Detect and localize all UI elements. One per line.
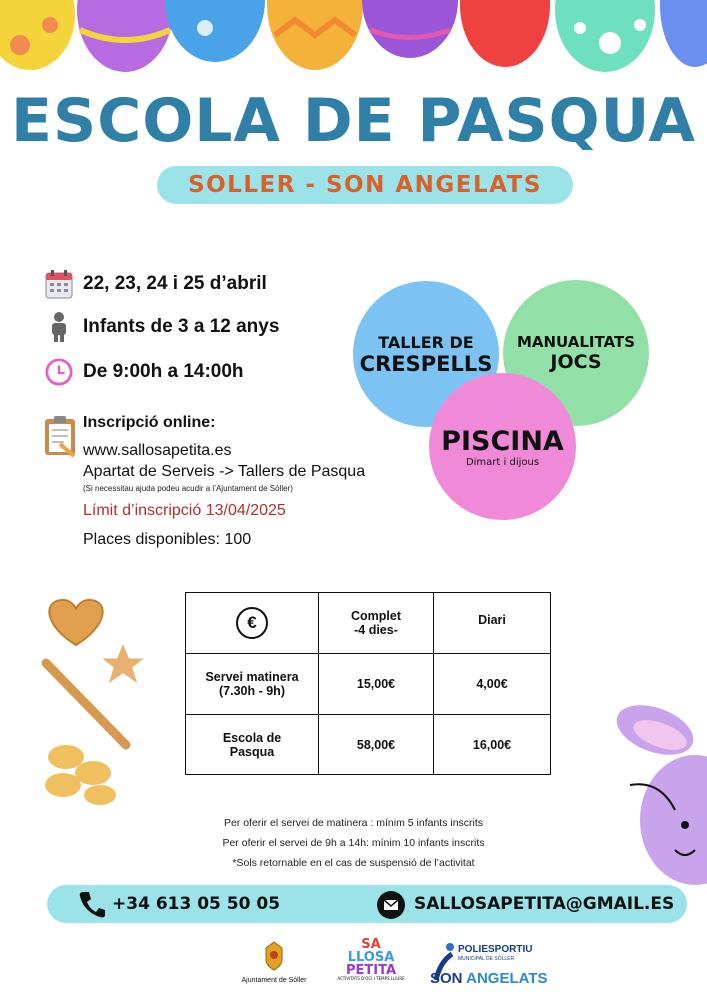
- row-label-line1: Servei matinera: [205, 670, 299, 684]
- jocs-label: JOCS: [550, 351, 602, 373]
- row-label: [186, 654, 319, 715]
- col-diari-label: Diari: [478, 613, 506, 627]
- currency-cell: [186, 593, 319, 654]
- poli-label: POLIESPORTIU: [458, 944, 533, 955]
- website-link[interactable]: www.sallosapetita.es: [83, 442, 232, 459]
- angelats-label: ANGELATS: [466, 970, 548, 987]
- registration-path: Apartat de Serveis -> Tallers de Pasqua: [83, 463, 366, 480]
- ajuntament-label: Ajuntament de Sóller: [241, 977, 307, 984]
- sallosa-llosa: LLOSA: [347, 950, 395, 965]
- dates-text: 22, 23, 24 i 25 d’abril: [83, 273, 267, 294]
- clipboard-icon: [40, 414, 80, 458]
- table-row: [186, 715, 551, 775]
- ajuntament-logo: [232, 940, 316, 984]
- poliesportiu-logo: [430, 940, 548, 990]
- ages-row: [45, 313, 279, 341]
- easter-eggs-decoration: [0, 0, 707, 80]
- hours-row: [45, 358, 244, 386]
- price-table: [185, 592, 551, 775]
- cookies-decoration: [38, 595, 168, 805]
- subtitle: SOLLER - SON ANGELATS: [188, 172, 542, 198]
- deadline-text: Límit d’inscripció 13/04/2025: [83, 502, 286, 519]
- price-complet: 58,00€: [319, 715, 434, 775]
- sallosa-tagline: ACTIVITATS D'OCI I TEMPS LLIURE: [337, 976, 405, 981]
- mail-icon: [377, 891, 405, 919]
- calendar-icon: [45, 270, 73, 298]
- ages-text: Infants de 3 a 12 anys: [83, 316, 280, 337]
- crespells-label: CRESPELLS: [359, 351, 493, 376]
- table-row: [186, 654, 551, 715]
- child-icon: [45, 313, 73, 341]
- page-title: ESCOLA DE PASQUA: [11, 86, 696, 156]
- col-diari-header: [434, 593, 551, 654]
- piscina-days: Dimart i dijous: [465, 456, 540, 468]
- son-label: SON: [430, 970, 463, 987]
- help-note: (Si necessitau ajuda podeu acudir a l’Ajuntament de Sóller): [83, 484, 293, 493]
- col-complet-sub: -4 dies-: [354, 623, 398, 637]
- phone-icon: [78, 890, 106, 918]
- piscina-circle: [429, 373, 576, 520]
- manualitats-label: MANUALITATS: [516, 333, 636, 351]
- col-complet-header: [319, 593, 434, 654]
- row-label: [186, 715, 319, 775]
- coat-of-arms-icon: [256, 940, 292, 972]
- row-label-line2: (7.30h - 9h): [219, 684, 285, 698]
- price-diari: 4,00€: [434, 654, 551, 715]
- subtitle-pill: [157, 166, 573, 204]
- note-refund: *Sols retornable en el cas de suspensió de l’activitat: [232, 857, 475, 869]
- hours-text: De 9:00h a 14:00h: [83, 361, 244, 382]
- piscina-label: PISCINA: [441, 425, 564, 457]
- places-text: Places disponibles: 100: [83, 531, 252, 548]
- son-angelats-label: [430, 970, 548, 987]
- sallosa-petita: PETITA: [345, 963, 397, 978]
- euro-icon: €: [236, 607, 268, 639]
- row-label-line2: Pasqua: [229, 744, 275, 759]
- note-minim: Per oferir el servei de 9h a 14h: mínim 10 infants inscrits: [222, 837, 485, 849]
- row-label-line1: Escola de: [222, 730, 282, 745]
- price-complet: 15,00€: [319, 654, 434, 715]
- email-address[interactable]: SALLOSAPETITA@GMAIL.ES: [414, 894, 675, 914]
- registration-heading: Inscripció online:: [83, 414, 216, 431]
- col-complet-label: Complet: [351, 609, 401, 623]
- sallosa-petita-logo: [334, 938, 408, 981]
- phone-number[interactable]: +34 613 05 50 05: [112, 894, 281, 914]
- clock-icon: [45, 358, 73, 386]
- note-matinera: Per oferir el servei de matinera : mínim 5 infants inscrits: [223, 817, 484, 829]
- sallosa-sa: SA: [361, 937, 381, 952]
- price-diari: 16,00€: [434, 715, 551, 775]
- dates-row: [45, 270, 267, 298]
- poli-municipal: MUNICIPAL DE SÓLLER: [458, 956, 515, 962]
- taller-label: TALLER DE: [378, 332, 474, 352]
